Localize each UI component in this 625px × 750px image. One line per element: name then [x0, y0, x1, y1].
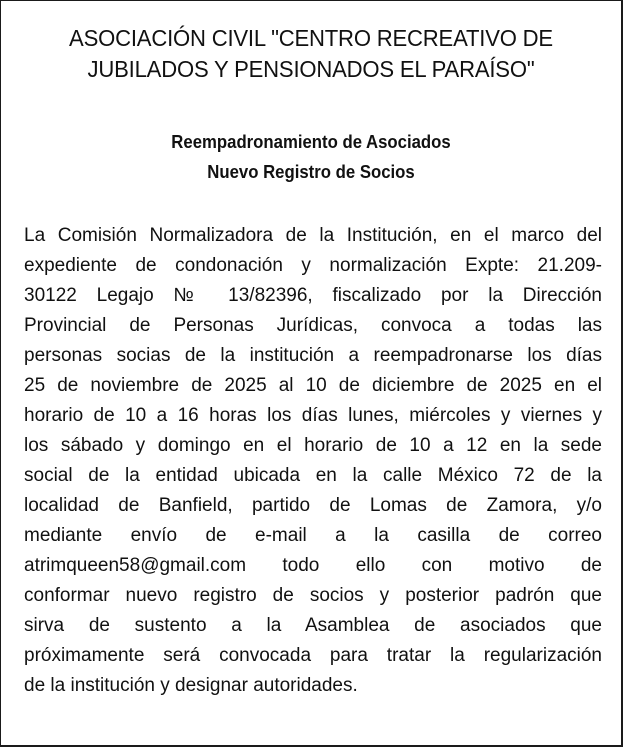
- title-line: ASOCIACIÓN CIVIL "CENTRO RECREATIVO DE: [69, 25, 553, 51]
- body-line: Provincial de Personas Jurídicas, convoca a todas las: [24, 315, 602, 336]
- body-line-final: de la institución y designar autoridades.: [24, 675, 358, 696]
- body-line: 25 de noviembre de 2025 al 10 de diciembre de 2025 en el: [24, 375, 602, 396]
- body-line: expediente de condonación y normalización Expte: 21.209-: [24, 255, 602, 276]
- title-line: JUBILADOS Y PENSIONADOS EL PARAÍSO": [87, 56, 535, 82]
- body-line: personas socias de la institución a reempadronarse los días: [24, 345, 602, 366]
- body-line: La Comisión Normalizadora de la Institución, en el marco del: [24, 225, 602, 246]
- body-line: sirva de sustento a la Asamblea de asociados que: [24, 615, 602, 636]
- body-line-email: atrimqueen58@gmail.com todo ello con motivo de: [24, 555, 602, 576]
- body-line: localidad de Banfield, partido de Lomas de Zamora, y/o: [24, 495, 602, 516]
- subtitle-line: Nuevo Registro de Socios: [207, 162, 415, 182]
- body-line: próximamente será convocada para tratar la regularización: [24, 645, 602, 666]
- body-line: mediante envío de e-mail a la casilla de correo: [24, 525, 602, 546]
- body-line: social de la entidad ubicada en la calle México 72 de la: [24, 465, 602, 486]
- body-line: horario de 10 a 16 horas los días lunes, miércoles y viernes y: [24, 405, 602, 426]
- body-line: 30122 Legajo № 13/82396, fiscalizado por la Dirección: [24, 285, 602, 306]
- document-subtitle: [41, 127, 580, 187]
- document-body: [24, 221, 602, 701]
- body-line: los sábado y domingo en el horario de 10 a 12 en la sede: [24, 435, 602, 456]
- document-title: [33, 23, 590, 85]
- subtitle-line: Reempadronamiento de Asociados: [171, 132, 451, 152]
- body-line: conformar nuevo registro de socios y posterior padrón que: [24, 585, 602, 606]
